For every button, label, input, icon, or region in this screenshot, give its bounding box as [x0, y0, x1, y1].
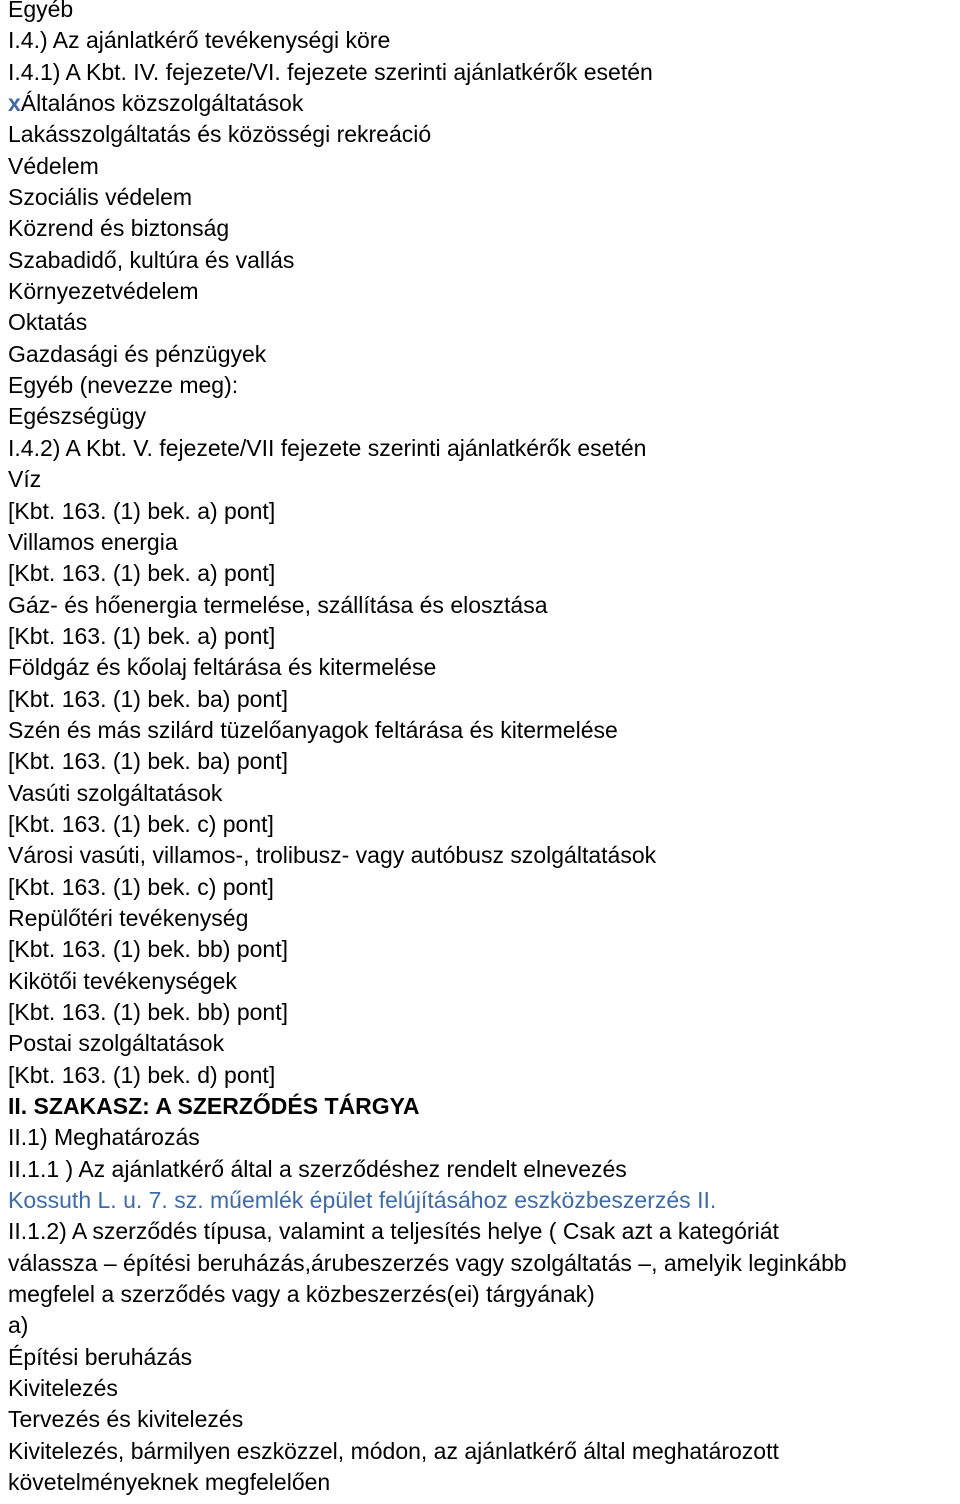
contract-type-text: II.1.2) A szerződés típusa, valamint a teljesítés helye ( Csak azt a kategóriát: [8, 1218, 779, 1245]
sector-reference: [Kbt. 163. (1) bek. bb) pont]: [8, 999, 288, 1025]
sector-name: Gáz- és hőenergia termelése, szállítása és elosztása: [8, 591, 548, 618]
item-label: a): [8, 1312, 29, 1339]
sector-reference: [Kbt. 163. (1) bek. c) pont]: [8, 810, 274, 837]
contract-name-value: Kossuth L. u. 7. sz. műemlék épület felújításához eszközbeszerzés II.: [8, 1187, 717, 1214]
contract-type-text: megfelel a szerződés vagy a közbeszerzés(ei) tárgyának): [8, 1281, 595, 1308]
sector-reference: [Kbt. 163. (1) bek. bb) pont]: [8, 936, 288, 963]
subsection-title: II.1.1 ) Az ajánlatkérő által a szerződéshez rendelt elnevezés: [8, 1155, 627, 1182]
sector-name: Villamos energia: [8, 528, 178, 555]
option-item: Védelem: [8, 152, 99, 179]
document-body: [8, 0, 960, 1499]
contract-subtype: Kivitelezés: [8, 1375, 118, 1402]
sector-name: Földgáz és kőolaj feltárása és kitermelése: [8, 654, 437, 681]
sector-reference: [Kbt. 163. (1) bek. a) pont]: [8, 560, 276, 587]
subsection-title: I.4.2) A Kbt. V. fejezete/VII fejezete szerinti ajánlatkérők esetén: [8, 434, 647, 461]
option-item: Egészségügy: [8, 403, 147, 430]
option-item: Szociális védelem: [8, 184, 193, 211]
section-title-activity: I.4.) Az ajánlatkérő tevékenységi köre: [8, 27, 391, 54]
option-item: Lakásszolgáltatás és közösségi rekreáció: [8, 121, 432, 148]
option-item: Közrend és biztonság: [8, 215, 230, 242]
sector-name: Városi vasúti, villamos-, trolibusz- vagy autóbusz szolgáltatások: [8, 842, 657, 869]
sector-reference: [Kbt. 163. (1) bek. ba) pont]: [8, 748, 288, 775]
option-item: Környezetvédelem: [8, 278, 199, 305]
section-heading: II. SZAKASZ: A SZERZŐDÉS TÁRGYA: [8, 1093, 420, 1120]
sector-name: Szén és más szilárd tüzelőanyagok feltárása és kitermelése: [8, 716, 618, 743]
sector-name: Kikötői tevékenységek: [8, 967, 237, 994]
sector-name: Repülőtéri tevékenység: [8, 904, 249, 931]
option-item: Szabadidő, kultúra és vallás: [8, 246, 295, 273]
checked-option-label: Általános közszolgáltatások: [20, 90, 304, 117]
sector-name: Vasúti szolgáltatások: [8, 779, 223, 806]
sector-reference: [Kbt. 163. (1) bek. ba) pont]: [8, 685, 288, 712]
subsection-title: I.4.1) A Kbt. IV. fejezete/VI. fejezete szerinti ajánlatkérők esetén: [8, 58, 653, 85]
sector-name: Postai szolgáltatások: [8, 1030, 225, 1057]
checked-option: [8, 88, 960, 119]
option-item: Gazdasági és pénzügyek: [8, 340, 267, 367]
checkbox-mark: x: [8, 90, 21, 117]
sector-reference: [Kbt. 163. (1) bek. c) pont]: [8, 873, 274, 900]
text-line: Egyéb: [8, 0, 74, 22]
sector-reference: [Kbt. 163. (1) bek. d) pont]: [8, 1061, 276, 1088]
sector-name: Víz: [8, 466, 42, 493]
contract-subtype: Tervezés és kivitelezés: [8, 1406, 244, 1433]
contract-subtype: követelményeknek megfelelően: [8, 1469, 331, 1496]
sector-reference: [Kbt. 163. (1) bek. a) pont]: [8, 497, 276, 524]
contract-subtype: Kivitelezés, bármilyen eszközzel, módon, az ajánlatkérő által meghatározott: [8, 1437, 779, 1464]
contract-type-text: válassza – építési beruházás,árubeszerzés vagy szolgáltatás –, amelyik leginkább: [8, 1249, 847, 1276]
subsection-title: II.1) Meghatározás: [8, 1124, 200, 1151]
option-item: Egyéb (nevezze meg):: [8, 372, 239, 399]
contract-category: Építési beruházás: [8, 1343, 193, 1370]
sector-reference: [Kbt. 163. (1) bek. a) pont]: [8, 622, 276, 649]
option-item: Oktatás: [8, 309, 88, 336]
